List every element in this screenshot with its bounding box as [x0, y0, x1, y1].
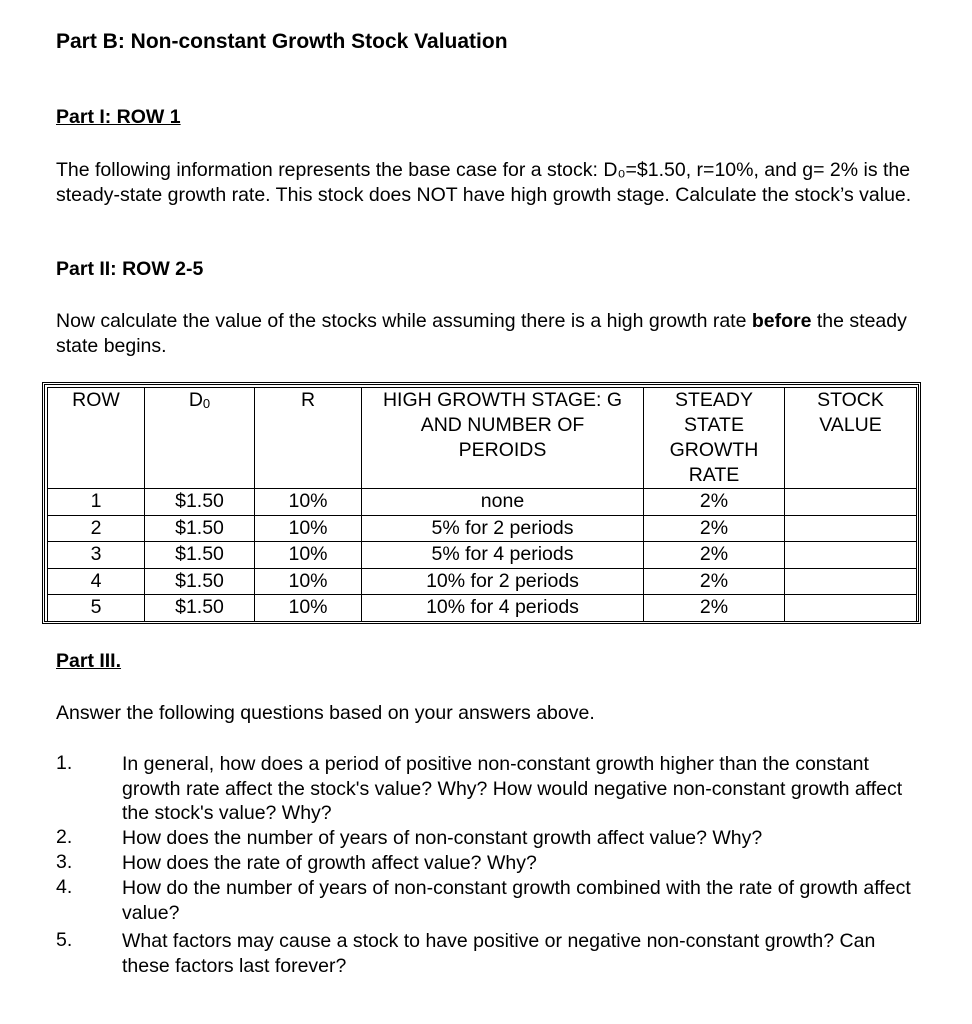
- header-r: R: [255, 388, 362, 489]
- question-number: 3.: [56, 851, 73, 873]
- part2-heading: Part II: ROW 2-5: [56, 258, 204, 280]
- cell-r: 10%: [255, 568, 362, 595]
- table-row: [48, 489, 917, 516]
- cell-steady-growth: 2%: [644, 568, 785, 595]
- header-row: ROW: [48, 388, 145, 489]
- header-d0: [145, 388, 255, 489]
- cell-steady-growth: 2%: [644, 542, 785, 569]
- cell-high-growth: 5% for 2 periods: [362, 515, 644, 542]
- cell-d0: $1.50: [145, 595, 255, 622]
- question-text: In general, how does a period of positive non-constant growth higher than the constant growth rate affect the stock's value? Why? How would negative non-constant growth affect the stock's value? Why?: [122, 753, 903, 824]
- question-number: 2.: [56, 826, 73, 848]
- cell-d0: $1.50: [145, 489, 255, 516]
- part2-text-before: Now calculate the value of the stocks while assuming there is a high growth rate: [56, 310, 752, 332]
- question-text: How do the number of years of non-constant growth combined with the rate of growth affect value?: [122, 877, 911, 924]
- question-number: 1.: [56, 752, 73, 774]
- part3-text: Answer the following questions based on your answers above.: [56, 702, 595, 724]
- cell-high-growth: 10% for 4 periods: [362, 595, 644, 622]
- question-text: How does the number of years of non-constant growth affect value? Why?: [122, 827, 763, 849]
- cell-stock-value[interactable]: [785, 595, 917, 622]
- cell-r: 10%: [255, 489, 362, 516]
- question-number: 5.: [56, 929, 73, 951]
- header-steady-growth: STEADY STATE GROWTH RATE: [644, 388, 785, 489]
- cell-stock-value[interactable]: [785, 515, 917, 542]
- part1-text: The following information represents the base case for a stock: D₀=$1.50, r=10%, and g= 2% is the steady-state growth rate. This stock does NOT have high growth stage. Calculate the stock’s value.: [56, 159, 912, 206]
- question-number: 4.: [56, 876, 73, 898]
- cell-stock-value[interactable]: [785, 489, 917, 516]
- page-title: Part B: Non-constant Growth Stock Valuation: [56, 30, 508, 53]
- cell-d0: $1.50: [145, 515, 255, 542]
- cell-high-growth: 5% for 4 periods: [362, 542, 644, 569]
- cell-r: 10%: [255, 542, 362, 569]
- part1-heading: Part I: ROW 1: [56, 106, 181, 128]
- table-header-row: [48, 388, 917, 489]
- cell-row: 3: [48, 542, 145, 569]
- header-high-growth: HIGH GROWTH STAGE: G AND NUMBER OF PEROIDS: [362, 388, 644, 489]
- table-row: [48, 542, 917, 569]
- cell-steady-growth: 2%: [644, 489, 785, 516]
- part3-heading: Part III.: [56, 650, 122, 672]
- question-text: What factors may cause a stock to have positive or negative non-constant growth? Can these factors last forever?: [122, 930, 876, 977]
- header-stock-value: STOCK VALUE: [785, 388, 917, 489]
- cell-stock-value[interactable]: [785, 568, 917, 595]
- cell-r: 10%: [255, 595, 362, 622]
- part2-text-bold: before: [751, 310, 812, 332]
- valuation-grid: [47, 387, 917, 622]
- cell-high-growth: 10% for 2 periods: [362, 568, 644, 595]
- table-row: [48, 595, 917, 622]
- cell-row: 1: [48, 489, 145, 516]
- header-d0-sub: 0: [202, 396, 211, 411]
- cell-d0: $1.50: [145, 568, 255, 595]
- cell-d0: $1.50: [145, 542, 255, 569]
- cell-stock-value[interactable]: [785, 542, 917, 569]
- cell-row: 2: [48, 515, 145, 542]
- cell-steady-growth: 2%: [644, 595, 785, 622]
- question-text: How does the rate of growth affect value? Why?: [122, 852, 537, 874]
- cell-r: 10%: [255, 515, 362, 542]
- header-d0-label: D: [188, 389, 203, 411]
- table-row: [48, 515, 917, 542]
- part2-text-after: the steady state begins.: [56, 310, 907, 357]
- cell-steady-growth: 2%: [644, 515, 785, 542]
- cell-row: 4: [48, 568, 145, 595]
- cell-high-growth: none: [362, 489, 644, 516]
- valuation-table: [42, 382, 921, 624]
- cell-row: 5: [48, 595, 145, 622]
- table-row: [48, 568, 917, 595]
- part2-text: [56, 309, 926, 359]
